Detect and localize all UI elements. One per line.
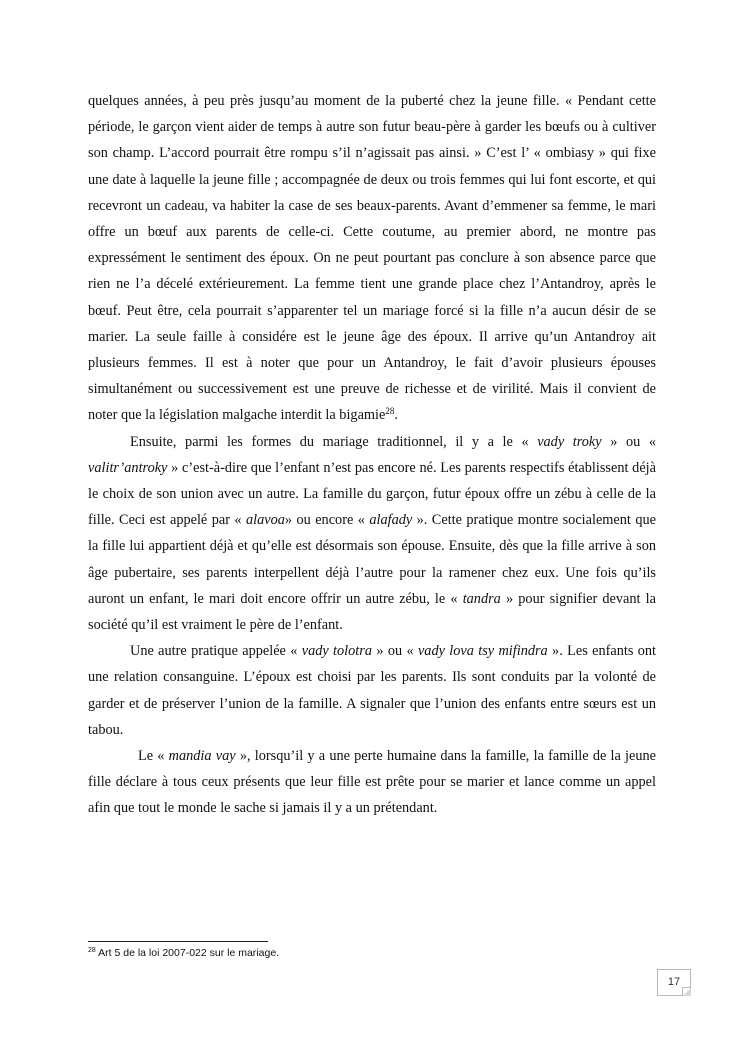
term-alavoa: alavoa (245, 512, 285, 529)
footnote-divider (88, 941, 268, 942)
paragraph-3: Une autre pratique appelée « vady tolotra » ou « vady lova tsy mifindra ». Les enfants ont une relation consanguine. L’époux est choisi par les parents. Ils sont conduits par la volonté de garder et de préserver l’union de la famille. A signaler que l’union des enfants entre sœurs est un tabou. (88, 643, 656, 738)
page-number: 17 (657, 969, 691, 996)
term-vady-troky: vady troky (537, 433, 602, 450)
paragraph-2: Ensuite, parmi les formes du mariage traditionnel, il y a le « vady troky » ou « valitr’antroky » c’est-à-dire que l’enfant n’est pas encore né. Les parents respectifs établissent déjà le choix de son union avec un autre. La famille du garçon, futur époux offre un zébu à celle de la fille. Ceci est appelé par « alavoa» ou encore « alafady ». Cette pratique montre socialement que la fille lui appartient déjà et qu’elle est désormais son épouse. Ensuite, dès que la fille arrive à son âge pubertaire, ses parents interpellent déjà l’autre pour la ramener chez eux. Une fois qu’ils auront un enfant, le mari doit encore offrir un autre zébu, le « tandra » pour signifier devant la société qu’il est vraiment le père de l’enfant. (88, 433, 656, 634)
term-tandra: tandra (462, 590, 501, 607)
term-vady-tolotra: vady tolotra (301, 643, 372, 660)
term-alafady: alafady (369, 512, 413, 529)
footnote-text: Art 5 de la loi 2007-022 sur le mariage. (95, 947, 280, 959)
footnote-ref-28[interactable]: 28 (385, 406, 395, 417)
footnote-28 (88, 947, 648, 959)
paragraph-4: Le « mandia vay », lorsqu’il y a une perte humaine dans la famille, la famille de la jeune fille déclare à tous ceux présents que leur fille est prête pour se marier et lance comme un appel afin que tout le monde le sache si jamais il y a un prétendant. (88, 748, 657, 817)
term-vady-lova-tsy-mifindra: vady lova tsy mifindra (417, 643, 548, 660)
term-mandia-vay: mandia vay (168, 748, 236, 765)
footnote-number: 28 (88, 947, 96, 954)
term-valitr-antroky: valitr’antroky (88, 459, 168, 476)
body-text (88, 88, 656, 822)
paragraph-1: quelques années, à peu près jusqu’au moment de la puberté chez la jeune fille. « Pendant cette période, le garçon vient aider de temps à autre son futur beau-père à garder les bœufs ou à cultiver son champ. L’accord pourrait être rompu s’il n’agissait pas ainsi. » C’est l’ « ombiasy » qui fixe une date à laquelle la jeune fille ; accompagnée de deux ou trois femmes qui lui font escorte, et qui recevront un cadeau, va habiter la case de ses beaux-parents. Avant d’emmener sa femme, le mari offre un bœuf aux parents de celle-ci. Cette coutume, au premier abord, ne montre pas expressément le sentiment des époux. On ne peut pourtant pas conclure à son absence parce que rien ne l’a décelé extérieurement. La femme tient une grande place chez l’Antandroy, après le bœuf. Peut être, cela pourrait s’apparenter tel un mariage forcé si la fille n’a aucun désir de se marier. La seule faille à considére est le jeune âge des époux. Il arrive qu’un Antandroy ait plusieurs femmes. Il est à noter que pour un Antandroy, le fait d’avoir plusieurs épouses simultanément ou successivement est une preuve de richesse et de virilité. Mais il convient de noter que la législation malgache interdit la bigamie$^{28}$. (88, 93, 656, 424)
